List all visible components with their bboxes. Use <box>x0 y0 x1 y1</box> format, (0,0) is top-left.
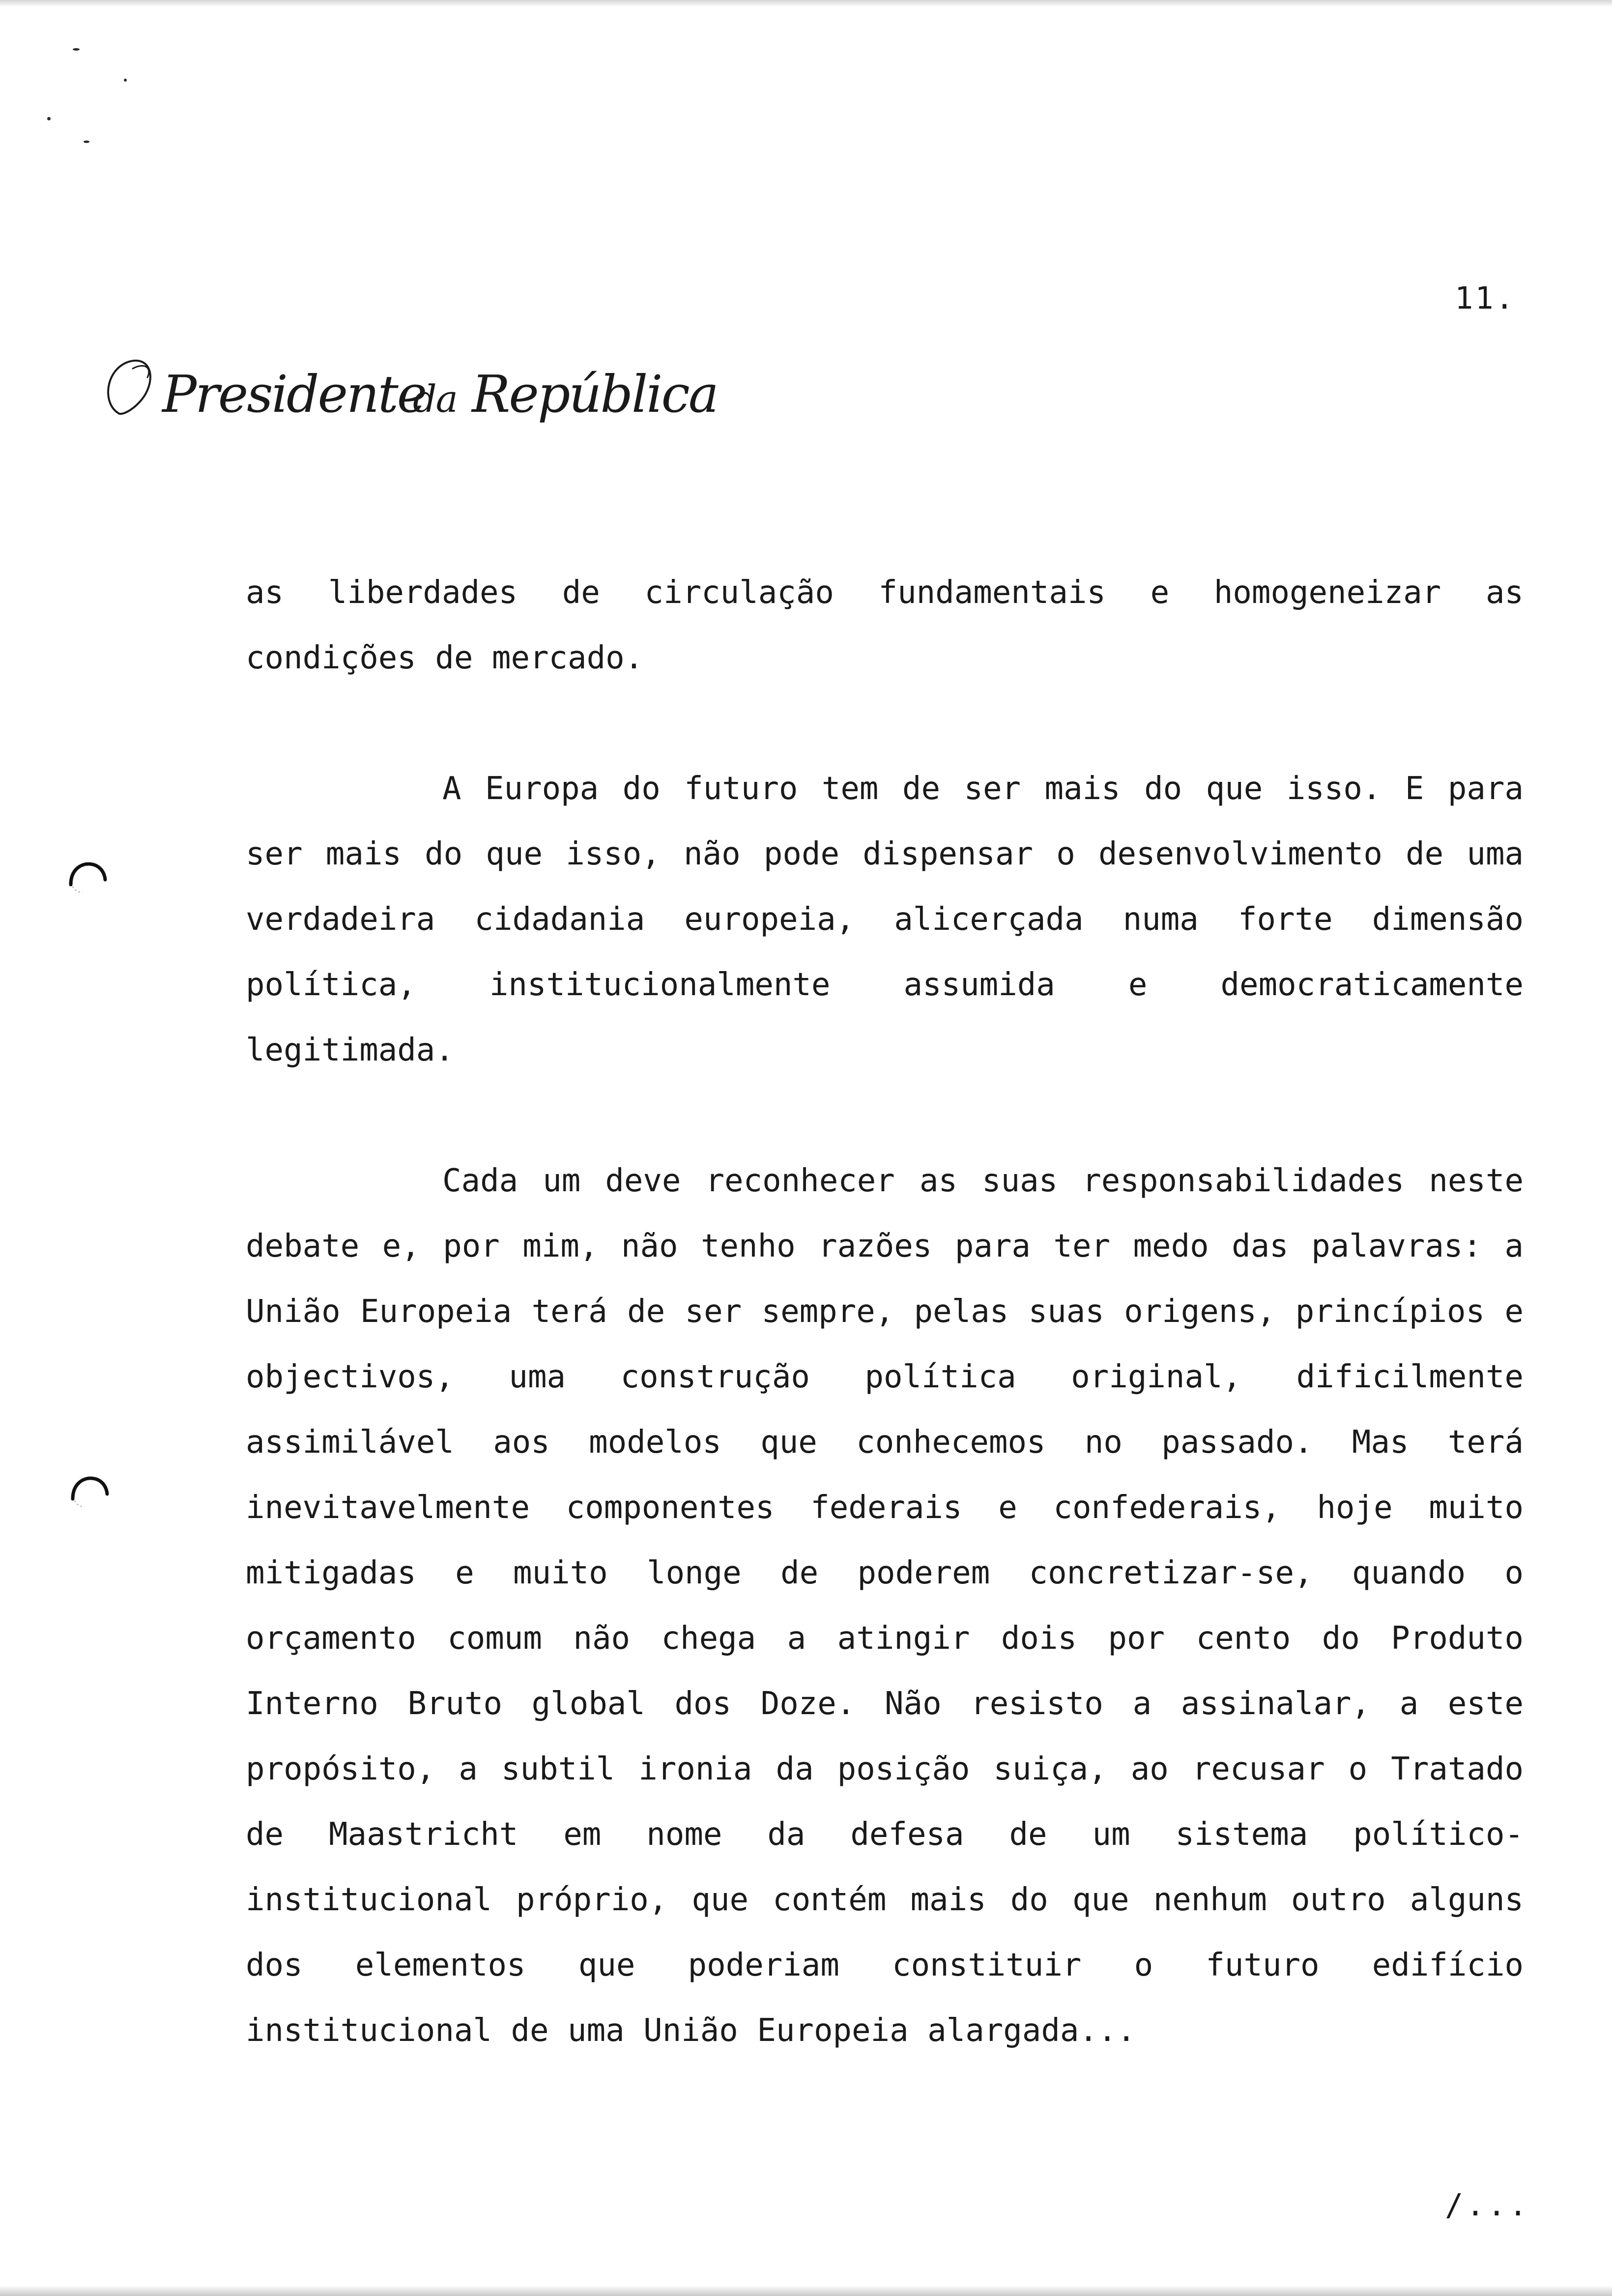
svg-text:da: da <box>413 377 457 421</box>
paragraph-2: A Europa do futuro tem de ser mais do que isso. E para ser mais do que isso, não pode dispensar o desenvolvimento de uma verdadeira cidadania europeia, alicerçada numa forte dimensão política, institucionalmente assumida e democraticamente legitimada. <box>246 771 1524 1068</box>
punch-hole <box>68 1469 112 1514</box>
scan-top-edge <box>0 0 1612 7</box>
continuation-mark: /... <box>1445 2187 1530 2223</box>
letterhead-logo <box>98 339 718 432</box>
paragraph-1: as liberdades de circulação fundamentais e homogeneizar as condições de mercado. <box>246 574 1524 676</box>
scan-speck <box>124 79 127 82</box>
paragraph-3: Cada um deve reconhecer as suas responsabilidades neste debate e, por mim, não tenho razões para ter medo das palavras: a União Europeia terá de ser sempre, pelas suas origens, princípios e objectivos, uma construção política original, dificilmente assimilável aos modelos que conhecemos no passado. Mas terá inevitavelmente componentes federais e confederais, hoje muito mitigadas e muito longe de poderem concretizar-se, quando o orçamento comum não chega a atingir dois por cento do Produto Interno Bruto global dos Doze. Não resisto a assinalar, a este propósito, a subtil ironia da posição suiça, ao recusar o Tratado de Maastricht em nome da defesa de um sistema político-institucional próprio, que contém mais do que nenhum outro alguns dos elementos que poderiam constituir o futuro edifício institucional de uma União Europeia alargada... <box>246 1163 1524 2049</box>
scan-speck <box>47 117 51 120</box>
scan-speck <box>73 48 80 51</box>
page-number: 11. <box>1455 280 1516 316</box>
svg-text:República: República <box>472 364 718 424</box>
body-text <box>246 560 1524 2064</box>
scan-bottom-edge <box>0 2285 1612 2296</box>
punch-hole <box>66 855 110 899</box>
scan-speck <box>84 141 89 143</box>
svg-text:Presidente: Presidente <box>162 364 426 424</box>
